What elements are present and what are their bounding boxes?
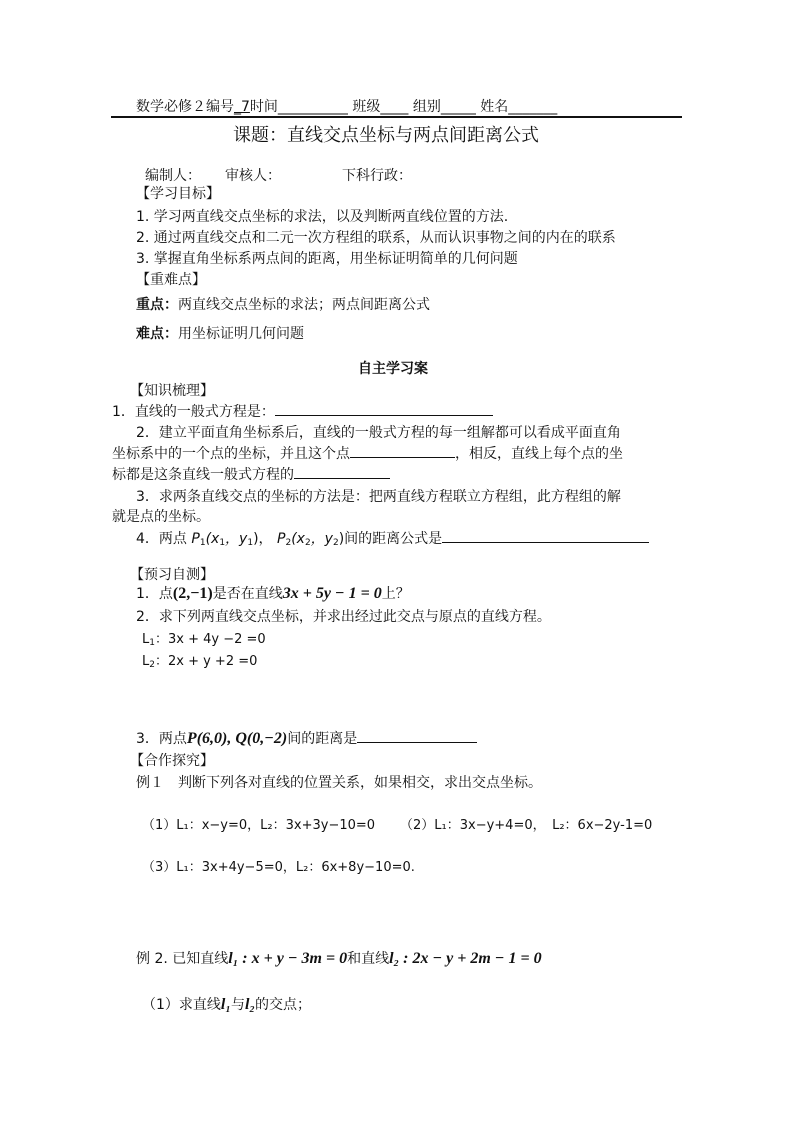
example-2-q1-l2: l₂ <box>244 996 255 1013</box>
y1-sub: 1 <box>247 538 254 548</box>
objective-item-1: 1. 学习两直线交点坐标的求法，以及判断两直线位置的方法. <box>136 209 509 225</box>
review-q2-line3 <box>112 464 390 484</box>
header-line <box>136 96 557 116</box>
preview-q1-point: (2,−1) <box>172 585 213 602</box>
preview-q3-points: P(6,0), Q(0,−2) <box>186 730 288 747</box>
preview-heading: 【预习自测】 <box>130 567 214 583</box>
review-q2-line2-b: ，相反，直线上每个点的坐 <box>455 446 623 462</box>
staff-admin: 下科行政： <box>342 168 412 184</box>
staff-editor: 编制人： <box>145 168 201 184</box>
example-1: 例１ 判断下列各对直线的位置关系，如果相交，求出交点坐标。 <box>136 775 542 791</box>
preview-q3-a: 3．两点 <box>136 731 187 747</box>
preview-q1-a: 1．点 <box>136 586 173 602</box>
example-1-part-3: （3）L₁：3x+4y−5=0，L₂：6x+8y−10=0. <box>142 860 415 875</box>
point-p1: P <box>191 531 200 547</box>
example-2-q1 <box>142 994 311 1014</box>
page-title-text: 课题：直线交点坐标与两点间距离公式 <box>233 125 539 146</box>
answer-blank <box>350 443 455 458</box>
l1-sub: 1 <box>149 638 155 648</box>
preview-q3-b: 间的距离是 <box>287 731 358 747</box>
review-q4 <box>136 528 649 548</box>
example-2-q1-l1: l₁ <box>220 996 231 1013</box>
point-p2: P <box>277 531 286 547</box>
example-1-part-2: （2）L₁：3x−y+4=0， L₂：6x−2y-1=0 <box>400 818 653 833</box>
objective-item-3: 3. 掌握直角坐标系两点间的距离，用坐标证明简单的几何问题 <box>136 251 518 267</box>
answer-blank <box>442 528 649 543</box>
preview-q3 <box>136 728 477 748</box>
example-2-l2: l₂ : 2x − y + 2m − 1 = 0 <box>389 950 542 967</box>
staff-reviewer: 审核人： <box>225 168 281 184</box>
keypoints-heading: 【重难点】 <box>136 272 206 288</box>
l1-eq: ：3x + 4y −2 =0 <box>154 632 266 647</box>
answer-blank <box>275 401 493 416</box>
x1-sub: 1 <box>219 538 226 548</box>
preview-l2 <box>142 650 257 670</box>
example-2-l1: l₁ : x + y − 3m = 0 <box>228 950 348 967</box>
review-q3-line2: 就是点的坐标。 <box>112 509 210 525</box>
focus-text: 两直线交点坐标的求法；两点间距离公式 <box>178 297 430 313</box>
header-divider <box>111 116 682 118</box>
example-2-a: 例 2. 已知直线 <box>136 951 229 967</box>
header-group: 组别_____ <box>412 99 476 115</box>
p1-open: (x <box>205 531 220 547</box>
preview-q2: 2．求下列两直线交点坐标，并求出经过此交点与原点的直线方程。 <box>136 609 551 625</box>
header-prefix: 数学必修２编号 <box>136 99 234 115</box>
p2-sub: 2 <box>285 538 292 548</box>
review-q3-line1: 3．求两条直线交点的坐标的方法是：把两直线方程联立方程组，此方程组的解 <box>136 489 621 505</box>
header-time: 时间__________ <box>249 99 348 115</box>
header-number: _7 <box>234 99 250 115</box>
preview-q1-eq: 3x + 5y − 1 = 0 <box>282 585 382 602</box>
objective-item-2: 2. 通过两直线交点和二元一次方程组的联系，从而认识事物之间的内在的联系 <box>136 230 616 246</box>
l1-label: L <box>142 632 150 647</box>
review-q2-line2-a: 坐标系中的一个点的坐标，并且这个点 <box>112 446 350 462</box>
l2-sub: 2 <box>149 660 155 670</box>
cooperation-heading: 【合作探究】 <box>130 753 214 769</box>
focus-label: 重点： <box>136 297 178 313</box>
review-q1-text: 1．直线的一般式方程是： <box>112 404 275 420</box>
l2-label: L <box>142 654 150 669</box>
header-class: 班级____ <box>352 99 409 115</box>
example-2-b: 和直线 <box>347 951 390 967</box>
p2-open: (x <box>291 531 305 547</box>
preview-q1-c: 上？ <box>381 586 410 602</box>
review-q4-end: )间的距离公式是 <box>338 531 443 547</box>
review-q2-line1: 2．建立平面直角坐标系后，直线的一般式方程的每一组解都可以看成平面直角 <box>136 425 621 441</box>
answer-blank <box>294 464 390 479</box>
l2-eq: ：2x + y +2 =0 <box>154 654 258 669</box>
review-q2-line2 <box>112 443 623 463</box>
example-2-q1-b: 与 <box>230 997 245 1013</box>
difficulty-label: 难点： <box>136 326 178 342</box>
p1-mid: ，y <box>225 531 248 547</box>
objectives-heading: 【学习目标】 <box>136 186 220 202</box>
preview-q1 <box>136 583 410 603</box>
review-q1 <box>112 401 493 421</box>
answer-blank <box>357 728 477 743</box>
preview-q1-b: 是否在直线 <box>212 586 283 602</box>
x2-sub: 2 <box>304 538 311 548</box>
header-name: 姓名_______ <box>480 99 558 115</box>
page-title <box>233 121 539 147</box>
p1-close: )， <box>253 531 273 547</box>
review-q4-a: 4．两点 <box>136 531 187 547</box>
example-1-part-1: （1）L₁：x−y=0，L₂：3x+3y−10=0 <box>142 818 376 833</box>
example-2 <box>136 948 542 968</box>
difficulty-text: 用坐标证明几何问题 <box>178 326 304 342</box>
difficulty-row <box>136 323 304 343</box>
y2-sub: 2 <box>332 538 339 548</box>
preview-l1 <box>142 628 266 648</box>
example-2-q1-c: 的交点； <box>254 997 311 1013</box>
focus-row <box>136 294 430 314</box>
review-q2-line3-text: 标都是这条直线一般式方程的 <box>112 467 294 483</box>
section-heading-self-study: 自主学习案 <box>358 361 428 377</box>
review-heading: 【知识梳理】 <box>130 383 214 399</box>
example-2-q1-a: （1）求直线 <box>142 997 221 1013</box>
p2-mid: ，y <box>310 531 333 547</box>
p1-sub: 1 <box>199 538 206 548</box>
